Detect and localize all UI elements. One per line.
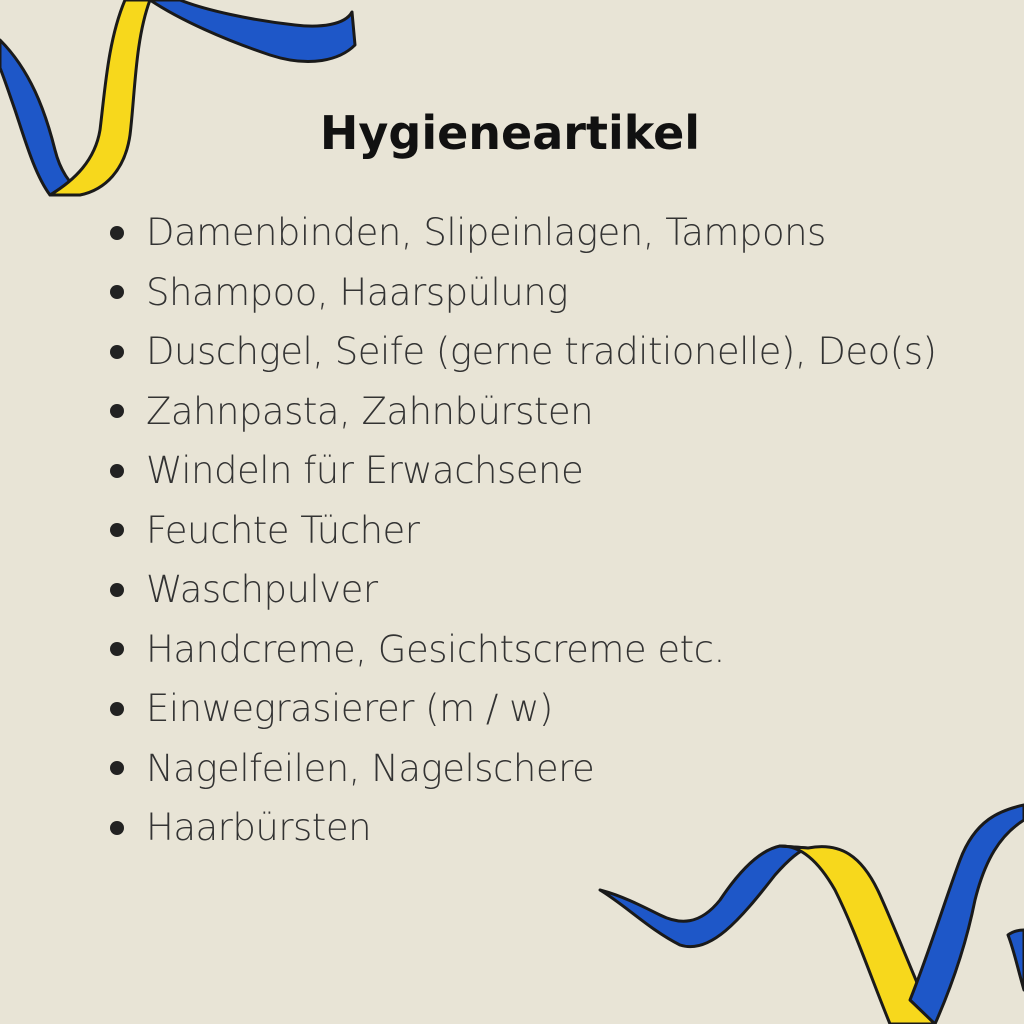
list-item xyxy=(108,382,936,442)
list-item-text: Zahnpasta, Zahnbürsten xyxy=(146,389,594,433)
hygiene-item-list xyxy=(108,203,936,858)
list-item xyxy=(108,560,936,620)
bullet-icon xyxy=(110,523,124,537)
bottom-right-ribbon-blue-edge xyxy=(1008,930,1024,990)
list-item-text: Einwegrasierer (m / w) xyxy=(146,687,553,730)
list-item xyxy=(108,322,936,382)
list-item-text: Duschgel, Seife (gerne traditionelle), Deo(s) xyxy=(146,330,937,373)
list-item-text: Waschpulver xyxy=(146,568,378,611)
bullet-icon xyxy=(110,583,124,597)
list-item xyxy=(108,501,936,561)
list-item xyxy=(108,798,936,858)
bullet-icon xyxy=(110,821,124,835)
bullet-icon xyxy=(110,345,124,359)
list-item xyxy=(108,203,936,263)
list-item-text: Handcreme, Gesichtscreme etc. xyxy=(146,627,725,671)
list-item-text: Damenbinden, Slipeinlagen, Tampons xyxy=(146,211,826,254)
list-item xyxy=(108,679,936,739)
bottom-right-ribbon-blue-left xyxy=(600,846,808,947)
bullet-icon xyxy=(110,702,124,716)
list-item-text: Shampoo, Haarspülung xyxy=(146,270,568,314)
page-title-text: Hygieneartikel xyxy=(319,106,701,160)
list-item-text: Windeln für Erwachsene xyxy=(146,449,584,492)
bullet-icon xyxy=(110,285,124,299)
list-item xyxy=(108,263,936,323)
bullet-icon xyxy=(110,404,124,418)
bullet-icon xyxy=(110,761,124,775)
list-item xyxy=(108,620,936,680)
bullet-icon xyxy=(110,642,124,656)
bullet-icon xyxy=(110,464,124,478)
list-item-text: Nagelfeilen, Nagelschere xyxy=(146,746,595,790)
list-item xyxy=(108,739,936,799)
list-item xyxy=(108,441,936,501)
page-title xyxy=(0,100,1024,166)
bullet-icon xyxy=(110,226,124,240)
top-left-ribbon-blue-upper xyxy=(150,0,355,62)
list-item-text: Feuchte Tücher xyxy=(146,508,420,552)
list-item-text: Haarbürsten xyxy=(146,806,372,849)
